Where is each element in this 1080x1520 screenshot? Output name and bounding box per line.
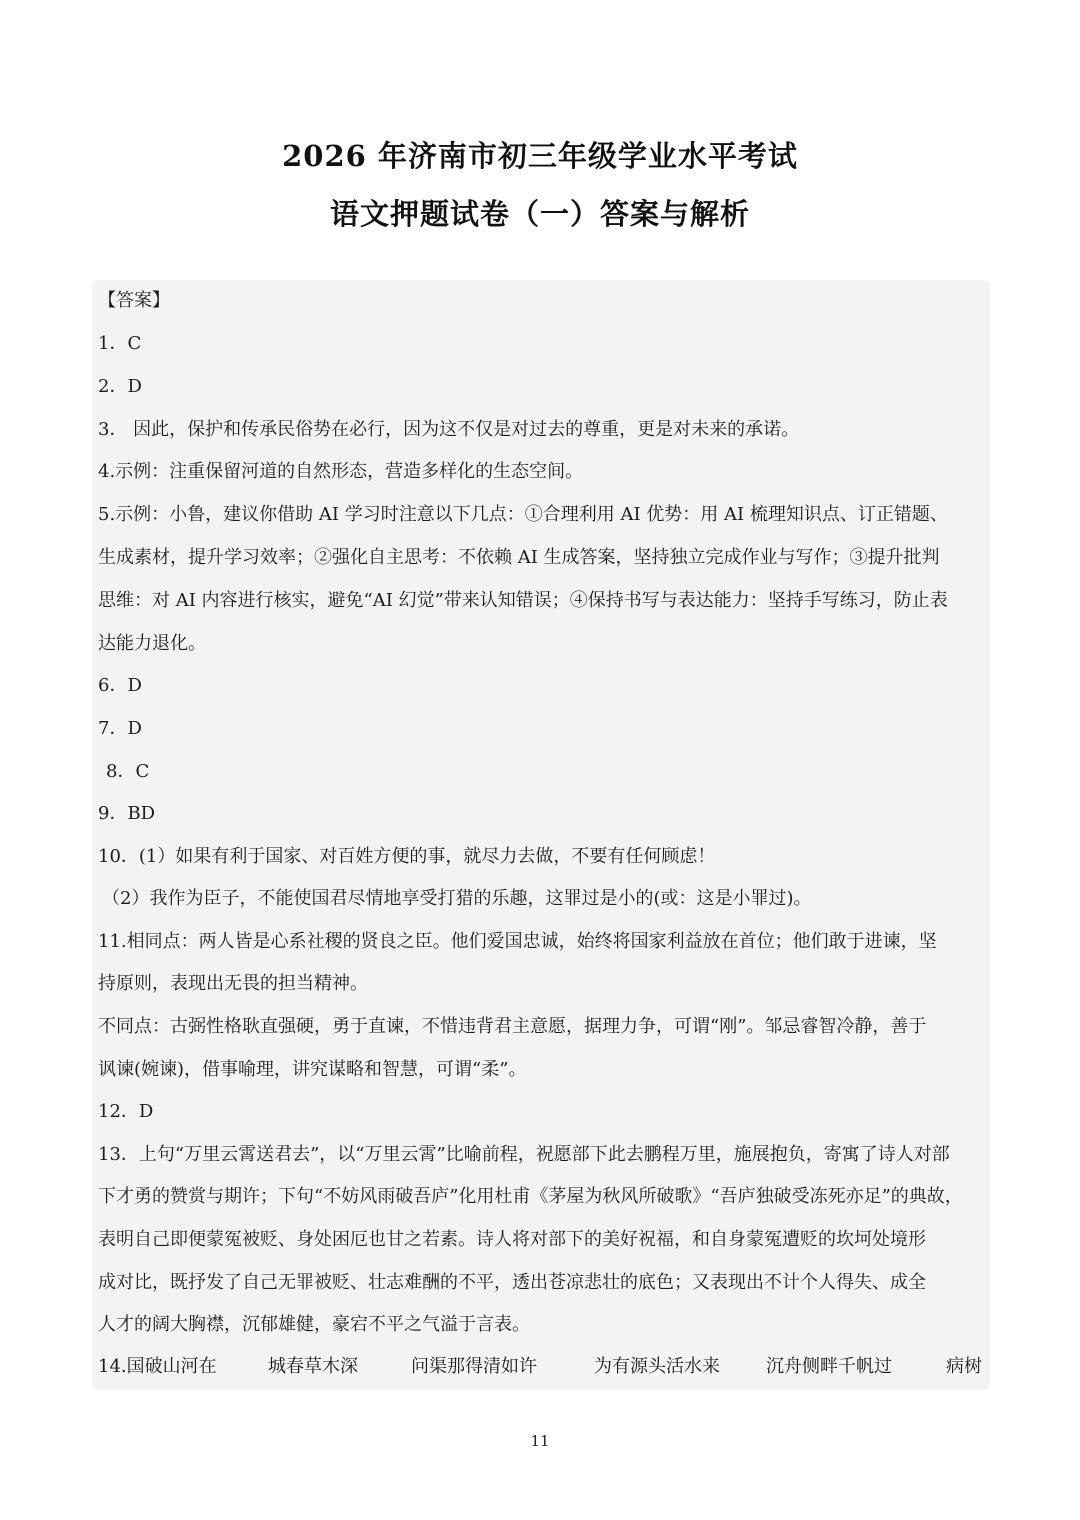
page-number: 11 (530, 1432, 550, 1450)
document-title: 2026 年济南市初三年级学业水平考试 (282, 139, 798, 173)
answer-line: 4.示例：注重保留河道的自然形态，营造多样化的生态空间。 (98, 461, 584, 482)
answer-line: 不同点：古弼性格耿直强硬，勇于直谏，不惜违背君主意愿，据理力争，可谓“刚”。邹忌睿智冷静，善于 (98, 1016, 927, 1037)
answer-14-item: 为有源头活水来 (594, 1356, 720, 1377)
answer-section (92, 280, 990, 1390)
answer-14-item: 病树 (946, 1356, 982, 1377)
answer-line: 人才的阔大胸襟，沉郁雄健，豪宕不平之气溢于言表。 (98, 1314, 530, 1335)
answer-line: 5.示例：小鲁，建议你借助 AI 学习时注意以下几点：①合理利用 AI 优势：用 AI 梳理知识点、订正错题、 (98, 504, 948, 525)
answer-line: 9．BD (98, 803, 156, 824)
answer-line: 7．D (98, 718, 142, 739)
answer-line: 1．C (98, 333, 142, 354)
answer-line: 思维：对 AI 内容进行核实，避免“AI 幻觉”带来认知错误；④保持书写与表达能力：坚持手写练习，防止表 (98, 590, 948, 611)
answer-line: 10．(1）如果有利于国家、对百姓方便的事，就尽力去做，不要有任何顾虑！ (98, 846, 716, 867)
answer-14-item: 14.国破山河在 (98, 1356, 217, 1377)
answer-line: 12．D (98, 1101, 154, 1122)
answer-14-row (98, 1354, 990, 1382)
answer-line: 11.相同点：两人皆是心系社稷的贤良之臣。他们爱国忠诚，始终将国家利益放在首位；他们敢于进谏，坚 (98, 931, 937, 952)
answer-line: 3． 因此，保护和传承民俗势在必行，因为这不仅是对过去的尊重，更是对未来的承诺。 (98, 419, 800, 440)
answer-line: 讽谏(婉谏)，借事喻理，讲究谋略和智慧，可谓“柔”。 (98, 1059, 527, 1080)
answer-line: 13．上句“万里云霄送君去”，以“万里云霄”比喻前程，祝愿部下此去鹏程万里，施展抱负，寄寓了诗人对部 (98, 1144, 950, 1165)
answer-line: 生成素材，提升学习效率；②强化自主思考：不依赖 AI 生成答案，坚持独立完成作业与写作；③提升批判 (98, 547, 940, 568)
answer-line: 成对比，既抒发了自己无罪被贬、壮志难酬的不平，透出苍凉悲壮的底色；又表现出不计个人得失、成全 (98, 1272, 926, 1293)
answer-line: 2．D (98, 376, 142, 397)
answer-heading: 【答案】 (98, 290, 170, 311)
document-subtitle: 语文押题试卷（一）答案与解析 (329, 197, 750, 231)
answer-line: 表明自己即便蒙冤被贬、身处困厄也甘之若素。诗人将对部下的美好祝福，和自身蒙冤遭贬的坎坷处境形 (98, 1229, 926, 1250)
answer-line: 8．C (106, 761, 150, 782)
answer-line: 持原则，表现出无畏的担当精神。 (98, 973, 368, 994)
answer-14-item: 城春草木深 (268, 1356, 358, 1377)
answer-line: 达能力退化。 (98, 633, 206, 654)
answer-14-item: 沉舟侧畔千帆过 (766, 1356, 892, 1377)
answer-line: （2）我作为臣子，不能使国君尽情地享受打猎的乐趣，这罪过是小的(或：这是小罪过)。 (102, 888, 812, 909)
answer-line: 6．D (98, 675, 142, 696)
answer-line: 下才勇的赞赏与期许；下句“不妨风雨破吾庐”化用杜甫《茅屋为秋风所破歌》“吾庐独破受冻死亦足”的典故， (98, 1186, 963, 1207)
answer-14-item: 问渠那得清如许 (411, 1356, 537, 1377)
